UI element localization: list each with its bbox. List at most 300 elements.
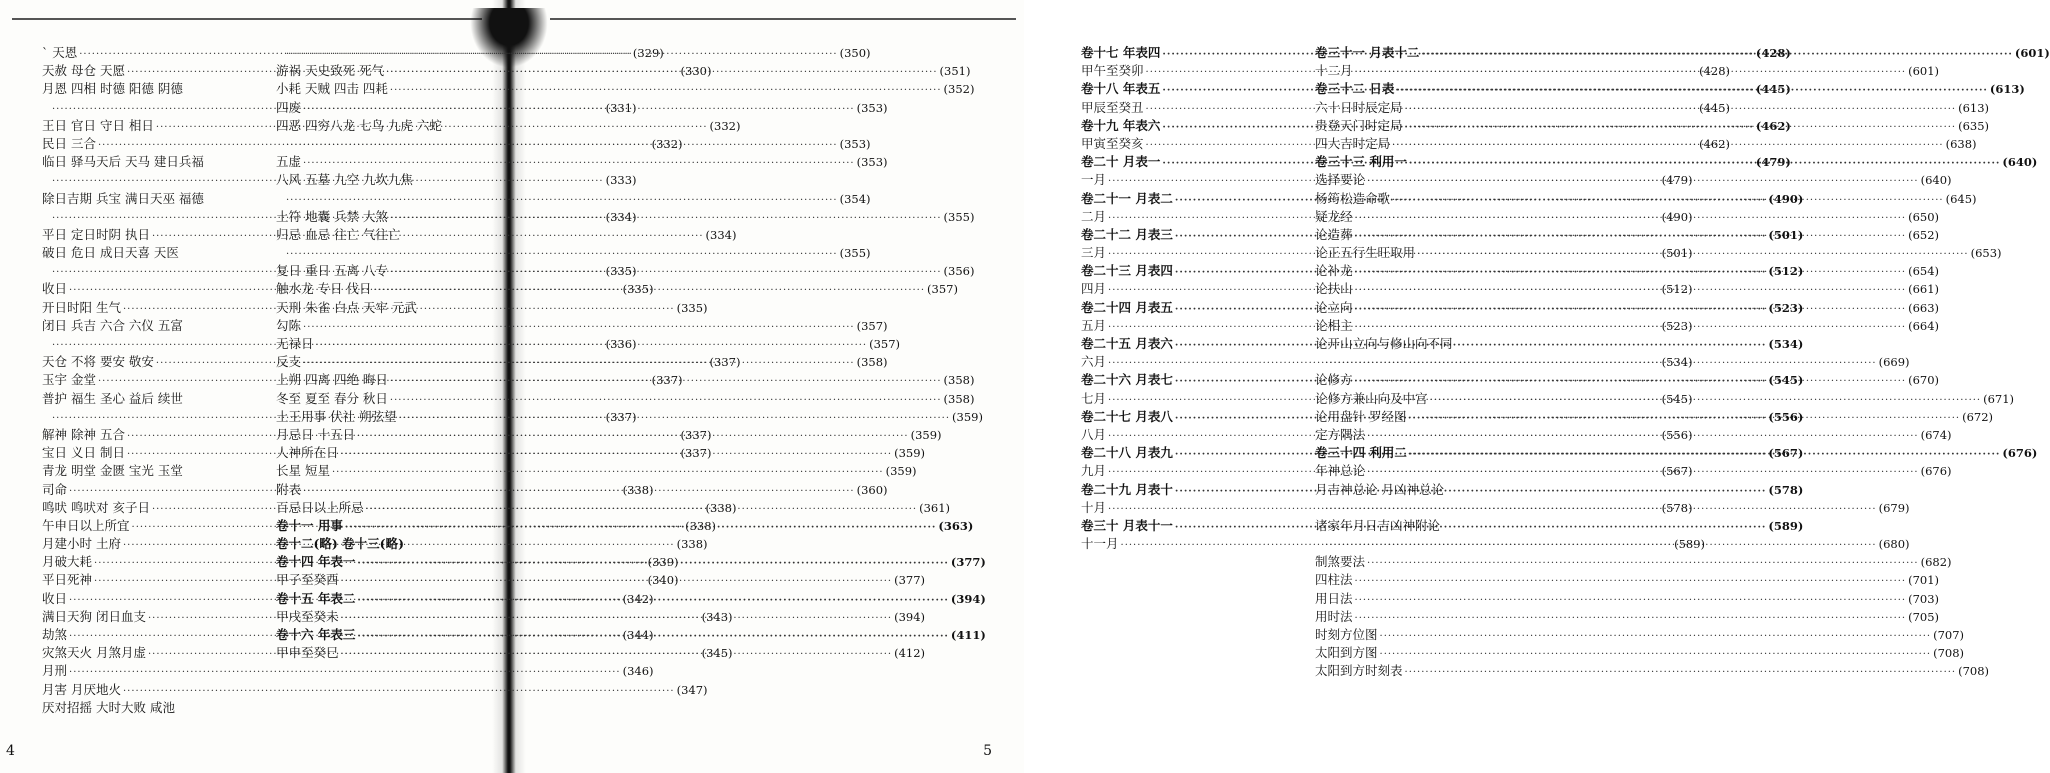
toc-entry-title: 上朔 四离 四绝 晦日: [276, 372, 388, 388]
toc-page-ref: (589): [1674, 537, 1706, 552]
toc-page-ref: (357): [869, 337, 901, 351]
toc-entry-title: 疑龙经: [1315, 208, 1353, 224]
dot-leader: [1355, 228, 1907, 246]
toc-page-ref: (358): [943, 391, 975, 406]
toc-entry-title: 太阳到方图: [1315, 645, 1378, 661]
toc-page-ref: (358): [943, 373, 975, 388]
toc-entry-title: 卷十五 年表二: [276, 590, 356, 606]
toc-entry: [1315, 644, 1965, 662]
toc-page-ref: (701): [1908, 573, 1940, 588]
toc-page-ref: (345): [701, 646, 733, 661]
toc-page-ref: (331): [605, 100, 637, 115]
toc-entry-title: 论扶山: [1315, 281, 1353, 297]
dot-leader: [1367, 428, 1919, 446]
toc-entry-title: ` 天恩: [42, 45, 78, 60]
toc-entry: [1081, 499, 1693, 517]
dot-leader: [1409, 155, 2001, 173]
toc-entry-title: 复日 重日 五离 八专: [276, 263, 388, 279]
toc-page-ref: (359): [885, 464, 917, 479]
toc-page-ref: (428): [1699, 64, 1731, 79]
toc-entry-title: 论修方兼山向及中宫: [1315, 390, 1428, 406]
toc-entry-title: 卷十一 用事: [276, 517, 343, 533]
toc-page-ref: (347): [676, 682, 708, 697]
toc-entry-title: 用日法: [1315, 590, 1353, 606]
toc-entry-title: 百忌日以上所忌: [276, 499, 364, 515]
toc-entry: [276, 153, 888, 171]
toc-page-ref: (512): [1661, 282, 1693, 297]
toc-entry-title: 六月: [1081, 354, 1107, 370]
dot-leader: [1396, 82, 1988, 100]
toc-entry-title: 收日: [42, 281, 68, 297]
dot-leader: [1325, 537, 1877, 555]
toc-page-ref: (353): [839, 136, 871, 151]
toc-page-ref: (337): [680, 427, 712, 442]
toc-entry-title: 十二月: [1315, 63, 1353, 79]
toc-page-ref: (412): [894, 646, 926, 661]
toc-entry-title: 五虚: [276, 154, 302, 170]
dot-leader: [1380, 628, 1932, 646]
toc-page-ref: (545): [1768, 373, 1804, 388]
toc-entry-title: 月恩 四相 时德 阳德 阴德: [42, 81, 183, 97]
toc-entry-title: 土王用事 伏社 朔弦望: [276, 408, 397, 424]
toc-page-ref: (567): [1768, 446, 1804, 461]
toc-entry: [276, 299, 464, 317]
toc-page-ref: (359): [952, 409, 983, 424]
toc-entry-title: 灾煞天火 月煞月虚: [42, 645, 146, 661]
toc-entry-title: 勾陈: [276, 317, 302, 333]
dot-leader: [1355, 264, 1907, 282]
toc-entry: [1315, 571, 1940, 589]
toc-entry-title: 月忌日 十五日: [276, 426, 355, 442]
toc-entry-title: 无禄日: [276, 336, 314, 351]
toc-page-ref: (342): [622, 591, 654, 606]
left-page: [0, 0, 986, 773]
toc-entry-title: 劫煞: [42, 627, 68, 642]
toc-entry-title: 月吉神总论 月凶神总论: [1315, 481, 1444, 497]
toc-entry-title: 小耗 天贼 四击 四耗: [276, 81, 388, 97]
toc-page-ref: (356): [943, 264, 975, 279]
toc-page-ref: (354): [839, 191, 871, 206]
toc-page-ref: (338): [705, 500, 737, 515]
toc-entry-title: 民日 三合: [42, 135, 96, 151]
toc-entry: [42, 153, 238, 171]
toc-entry: [276, 190, 871, 208]
toc-entry-title: 十一月: [1081, 536, 1119, 552]
toc-entry-title: 论正五行生旺取用: [1315, 245, 1416, 261]
toc-page-ref: (357): [856, 318, 888, 333]
toc-page-ref: (674): [1920, 427, 1952, 442]
toc-entry: [276, 226, 464, 244]
toc-entry: [276, 171, 464, 189]
toc-entry-title: 一月: [1081, 172, 1107, 188]
toc-page-ref: (523): [1661, 318, 1693, 333]
toc-page-ref: (663): [1908, 300, 1940, 315]
toc-entry: [1315, 626, 1965, 644]
toc-entry: [1315, 517, 1537, 535]
toc-entry-title: 卷二十一 月表二: [1081, 190, 1173, 206]
toc-entry-title: 玉宇 金堂: [42, 372, 96, 388]
dot-leader: [1409, 446, 2001, 464]
toc-entry: [276, 390, 975, 408]
toc-entry-title: 除日吉期 兵宝 满日天巫 福德: [42, 190, 204, 206]
toc-page-ref: (353): [856, 100, 888, 115]
toc-entry-title: 论立向: [1315, 299, 1353, 315]
dot-leader: [1355, 301, 1907, 319]
toc-entry-title: 月刑: [42, 663, 68, 679]
toc-entry-title: 游祸 天史致死 死气: [276, 63, 384, 79]
toc-page-ref: (335): [622, 282, 654, 297]
toc-entry: [42, 390, 238, 408]
toc-entry: [276, 117, 464, 135]
toc-page-ref: (671): [1983, 391, 2015, 406]
toc-entry-title: 卷二十七 月表八: [1081, 408, 1173, 424]
toc-page-ref: (707): [1933, 628, 1965, 642]
toc-entry-title: 闭日 兵吉 六合 六仪 五富: [42, 317, 183, 333]
toc-volume-entry: [276, 535, 464, 553]
toc-entry: [1081, 353, 1693, 371]
toc-page-ref: (359): [894, 446, 926, 461]
toc-entry-title: 四柱法: [1315, 572, 1353, 588]
toc-page-ref: (332): [651, 136, 683, 151]
toc-entry-title: 午申日以上所宜: [42, 517, 130, 533]
toc-page-ref: (650): [1908, 209, 1940, 224]
toc-entry-title: 卷十九 年表六: [1081, 117, 1161, 133]
toc-entry: [1315, 553, 1952, 571]
toc-entry-title: 四废: [276, 99, 302, 115]
toc-page-ref: (613): [1958, 100, 1990, 115]
toc-entry-title: 卷十八 年表五: [1081, 81, 1161, 97]
toc-page-ref: (670): [1908, 373, 1940, 388]
toc-page-ref: (676): [1920, 464, 1952, 479]
toc-page-ref: (654): [1908, 264, 1940, 279]
page-number: 4: [6, 743, 15, 759]
toc-entry-title: 卷二十三 月表四: [1081, 263, 1173, 279]
toc-entry-title: 论开山立向与修山向不同: [1315, 336, 1453, 351]
toc-page-ref: (578): [1661, 500, 1693, 515]
toc-entry-title: 满日天狗 闭日血支: [42, 608, 146, 624]
toc-entry-title: 天刑 朱雀 白点 天牢 元武: [276, 299, 417, 315]
toc-page-ref: (355): [839, 246, 871, 261]
toc-page-ref: (601): [2014, 46, 2050, 60]
toc-page-ref: (336): [605, 337, 637, 351]
toc-entry-title: 八风 五墓 九空 九坎九焦: [276, 172, 413, 188]
dot-leader: [1367, 464, 1919, 482]
toc-entry-title: 平日死神: [42, 572, 93, 588]
toc-page-ref: (351): [939, 64, 971, 79]
toc-page-ref: (343): [701, 609, 733, 624]
toc-page-ref: (523): [1768, 300, 1804, 315]
toc-entry-title: 甲寅至癸亥: [1081, 135, 1144, 151]
toc-entry-title: 归忌 血忌 往亡 气往亡: [276, 226, 401, 242]
dot-leader: [1355, 610, 1907, 628]
toc-entry-title: 天赦 母仓 天愿: [42, 63, 125, 79]
dot-leader: [1392, 192, 1944, 210]
toc-page-ref: (333): [605, 173, 637, 188]
toc-entry: [42, 135, 683, 153]
toc-entry-title: 卷二十五 月表六: [1081, 336, 1173, 351]
toc-entry-title: 九月: [1081, 463, 1107, 479]
toc-page-ref: (679): [1878, 500, 1910, 515]
toc-page-ref: (501): [1661, 246, 1693, 261]
toc-entry: [276, 244, 871, 262]
toc-entry-title: 卷二十二 月表三: [1081, 226, 1173, 242]
toc-entry-title: 月破大耗: [42, 554, 93, 570]
dot-leader: [1408, 410, 1960, 428]
toc-page-ref: (708): [1958, 664, 1990, 679]
toc-entry-title: 卷三十一 月表十二: [1315, 45, 1420, 60]
toc-page-ref: (411): [950, 628, 986, 642]
toc-page-ref: (601): [1908, 64, 1940, 79]
toc-entry-title: 反支: [276, 354, 302, 370]
toc-entry-title: 开日时阳 生气: [42, 299, 121, 315]
toc-page-ref: (567): [1661, 464, 1693, 479]
toc-page-ref: (335): [676, 300, 708, 315]
toc-entry: [276, 80, 975, 98]
toc-entry-title: 论修方: [1315, 372, 1353, 388]
toc-entry: [1315, 335, 1537, 353]
toc-page-ref: (664): [1908, 318, 1940, 333]
dot-leader: [1417, 246, 1969, 264]
toc-entry-title: 天仓 不将 要安 敬安: [42, 354, 154, 370]
dot-leader: [1430, 392, 1982, 410]
toc-entry-title: 卷二十四 月表五: [1081, 299, 1173, 315]
toc-page-ref: (705): [1908, 609, 1940, 624]
toc-entry-title: 论补龙: [1315, 263, 1353, 279]
toc-page-ref: (394): [894, 609, 926, 624]
toc-page-ref: (350): [839, 46, 871, 60]
toc-page-ref: (682): [1920, 555, 1952, 570]
toc-entry-title: 杨筠松造命歌: [1315, 190, 1391, 206]
toc-page-ref: (680): [1878, 537, 1910, 552]
toc-page-ref: (534): [1661, 355, 1693, 370]
toc-entry-title: 卷二十六 月表七: [1081, 372, 1173, 388]
toc-page-ref: (490): [1661, 209, 1693, 224]
toc-page-ref: (346): [622, 664, 654, 679]
toc-entry-title: 时刻方位图: [1315, 627, 1378, 642]
toc-page-ref: (334): [705, 227, 737, 242]
toc-entry-title: 平日 定日时阴 执日: [42, 226, 150, 242]
toc-page-ref: (359): [910, 427, 942, 442]
toc-entry: [42, 699, 238, 717]
toc-entry: [42, 662, 654, 680]
toc-entry-title: 土符 地囊 兵禁 大煞: [276, 208, 388, 224]
toc-entry: [42, 462, 238, 480]
toc-entry-title: 普护 福生 圣心 益后 续世: [42, 390, 183, 406]
toc-page-ref: (339): [647, 555, 679, 570]
dot-leader: [1355, 592, 1907, 610]
dot-leader: [1325, 355, 1877, 373]
toc-page-ref: (337): [680, 446, 712, 461]
dot-leader: [1355, 282, 1907, 300]
toc-entry-title: 五月: [1081, 317, 1107, 333]
toc-page-ref: (613): [1989, 82, 2025, 97]
toc-page-ref: (334): [605, 209, 637, 224]
right-page: [518, 0, 2050, 773]
toc-entry: [42, 80, 238, 98]
toc-page-ref: (534): [1768, 337, 1804, 351]
toc-entry-title: 论用盘针 罗经图: [1315, 408, 1407, 424]
toc-page-ref: (355): [943, 209, 975, 224]
toc-page-ref: (676): [2002, 446, 2038, 461]
toc-page-ref: (556): [1661, 427, 1693, 442]
toc-page-ref: (669): [1878, 355, 1910, 370]
toc-entry-title: 制煞要法: [1315, 554, 1366, 570]
toc-page-ref: (672): [1962, 409, 1994, 424]
toc-page-ref: (589): [1768, 518, 1804, 533]
toc-page-ref: (394): [950, 591, 986, 606]
toc-entry-title: 临日 驿马天后 天马 建日兵福: [42, 154, 204, 170]
toc-page-ref: (344): [622, 628, 654, 642]
toc-entry: [1315, 608, 1940, 626]
toc-page-ref: (445): [1699, 100, 1731, 115]
toc-entry-title: 卷十二(略) 卷十三(略): [276, 536, 405, 552]
toc-page-ref: (340): [647, 573, 679, 588]
toc-entry-title: 四恶 四穷八龙 七鸟 九虎 六蛇: [276, 117, 442, 133]
toc-entry-title: 四大吉时定局: [1315, 135, 1391, 151]
page-number: 5: [983, 743, 992, 759]
toc-page-ref: (338): [685, 518, 717, 533]
dot-leader: [1355, 373, 1907, 391]
toc-entry-title: 青龙 明堂 金匮 宝光 玉堂: [42, 463, 183, 479]
toc-page-ref: (645): [1945, 191, 1977, 206]
toc-entry: [1315, 590, 1940, 608]
toc-page-ref: (653): [1970, 246, 2002, 261]
toc-entry-title: 用时法: [1315, 608, 1353, 624]
toc-page-ref: (640): [2002, 155, 2038, 170]
dot-leader: [1355, 210, 1907, 228]
toc-entry-title: 触水龙 专日 伐日: [276, 281, 372, 297]
toc-page-ref: (338): [676, 537, 708, 552]
toc-entry-title: 卷十四 年表一: [276, 554, 356, 570]
toc-entry-title: 甲子至癸酉: [276, 572, 339, 588]
toc-page-ref: (462): [1699, 136, 1731, 151]
dot-leader: [1367, 555, 1919, 573]
toc-entry: [276, 462, 917, 480]
toc-entry-title: 破日 危日 成日天喜 天医: [42, 245, 179, 261]
toc-entry-title: 鸣吠 鸣吠对 亥子日: [42, 499, 150, 515]
toc-entry: [42, 44, 664, 62]
toc-entry-title: 七月: [1081, 390, 1107, 406]
dot-leader: [1355, 573, 1907, 591]
toc-entry-title: 卷十七 年表四: [1081, 45, 1161, 60]
toc-entry-title: 四月: [1081, 281, 1107, 297]
toc-page-ref: (638): [1945, 136, 1977, 151]
dot-leader: [1380, 646, 1932, 664]
toc-page-ref: (490): [1768, 191, 1804, 206]
toc-page-ref: (652): [1908, 227, 1940, 242]
toc-entry: [1315, 481, 1537, 499]
toc-page-ref: (353): [856, 155, 888, 170]
toc-entry: [276, 317, 888, 335]
toc-page-ref: (329): [632, 46, 664, 60]
toc-entry-title: 甲午至癸卯: [1081, 63, 1144, 79]
toc-entry-title: 王日 官日 守日 相日: [42, 117, 154, 133]
toc-entry: [1315, 662, 1990, 680]
toc-entry-title: 司命: [42, 481, 68, 497]
toc-entry-title: 六十日时辰定局: [1315, 99, 1403, 115]
toc-entry-title: 八月: [1081, 426, 1107, 442]
toc-page-ref: (358): [856, 355, 888, 370]
toc-entry-title: 解神 除神 五合: [42, 426, 125, 442]
toc-entry-title: 月建小时 土府: [42, 536, 121, 552]
toc-entry: [42, 244, 238, 262]
toc-page-ref: (377): [894, 573, 926, 588]
toc-page-ref: (361): [919, 500, 951, 515]
toc-entry-title: 卷二十 月表一: [1081, 154, 1161, 170]
dot-leader: [1355, 64, 1907, 82]
toc-entry-title: 卷三十四 利用二: [1315, 445, 1407, 461]
toc-entry-title: 年神总论: [1315, 463, 1366, 479]
toc-entry-title: 冬至 夏至 春分 秋日: [276, 390, 388, 406]
toc-entry-title: 诸家年月日吉凶神附论: [1315, 517, 1441, 533]
toc-entry-title: 甲辰至癸丑: [1081, 99, 1144, 115]
toc-page-ref: (330): [680, 64, 712, 79]
toc-entry-title: 卷二十九 月表十: [1081, 481, 1173, 497]
toc-page-ref: (363): [938, 518, 974, 533]
toc-page-ref: (357): [927, 282, 958, 297]
toc-entry-title: 卷三十二 日表: [1315, 81, 1395, 97]
toc-entry-title: 附表: [276, 481, 302, 497]
toc-page-ref: (501): [1768, 227, 1804, 242]
toc-page-ref: (708): [1933, 646, 1965, 661]
toc-page-ref: (640): [1920, 173, 1952, 188]
toc-entry-title: 太阳到方时刻表: [1315, 663, 1403, 679]
toc-page-ref: (545): [1661, 391, 1693, 406]
toc-entry-title: 宝日 义日 制日: [42, 445, 125, 461]
toc-page-ref: (337): [709, 355, 741, 370]
dot-leader: [1405, 119, 1957, 137]
toc-page-ref: (556): [1768, 409, 1804, 424]
toc-entry-title: 贵登天门时定局: [1315, 117, 1403, 133]
toc-page-ref: (428): [1755, 46, 1791, 60]
dot-leader: [1405, 664, 1957, 682]
toc-entry-title: 三月: [1081, 245, 1107, 261]
toc-entry: [42, 190, 238, 208]
toc-entry-title: 卷二十八 月表九: [1081, 445, 1173, 461]
dot-leader: [1367, 173, 1919, 191]
toc-page-ref: (377): [950, 555, 986, 570]
toc-entry-title: 定方隅法: [1315, 426, 1366, 442]
toc-page-ref: (360): [856, 482, 888, 497]
toc-entry-title: 二月: [1081, 208, 1107, 224]
toc-page-ref: (352): [943, 82, 975, 97]
toc-entry-title: 月害 月厌地火: [42, 681, 121, 697]
toc-page-ref: (445): [1755, 82, 1791, 97]
toc-entry-title: 长星 短星: [276, 463, 330, 479]
toc-entry-title: 厌对招摇 大时大败 咸池: [42, 699, 175, 715]
toc-page-ref: (512): [1768, 264, 1804, 279]
toc-page-ref: (337): [651, 373, 683, 388]
toc-page-ref: (479): [1755, 155, 1791, 170]
toc-entry-title: 人神所在日: [276, 445, 339, 461]
toc-page-ref: (635): [1958, 118, 1990, 133]
toc-page-ref: (335): [605, 264, 637, 279]
toc-entry: [42, 317, 238, 335]
toc-page-ref: (337): [605, 409, 637, 424]
toc-page-ref: (462): [1755, 118, 1791, 133]
dot-leader: [1392, 137, 1944, 155]
toc-entry-title: 十月: [1081, 499, 1107, 515]
toc-page-ref: (332): [709, 118, 741, 133]
toc-entry-title: 选择要论: [1315, 172, 1366, 188]
toc-entry-title: 甲申至癸巳: [276, 645, 339, 661]
dot-leader: [1405, 101, 1957, 119]
toc-page-ref: (578): [1768, 482, 1804, 497]
toc-entry-title: 卷十六 年表三: [276, 627, 356, 642]
toc-entry-title: 论造葬: [1315, 226, 1353, 242]
toc-entry: [1081, 535, 1706, 553]
toc-entry-title: 论相主: [1315, 317, 1353, 333]
